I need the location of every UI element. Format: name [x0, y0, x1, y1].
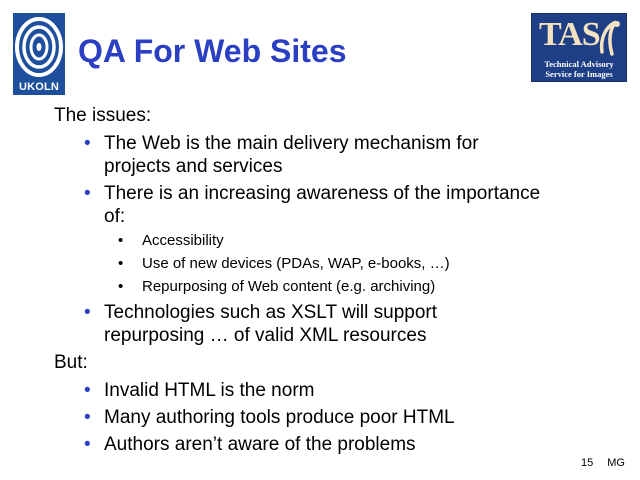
- section-heading-issues: The issues:: [54, 105, 152, 126]
- bullet-awareness: [54, 182, 614, 228]
- sub-bullet-repurposing: [54, 277, 614, 297]
- tasi-swirl-icon: [596, 18, 622, 58]
- bullet-authoring-tools: [54, 406, 614, 429]
- bullet-text-line: of:: [104, 206, 126, 227]
- bullet-web-delivery: [54, 132, 614, 178]
- tasi-logo: [531, 13, 627, 82]
- bullet-dot-icon: •: [84, 407, 91, 428]
- bullet-dot-icon: •: [84, 380, 91, 401]
- sub-bullet-dot-icon: •: [118, 232, 124, 249]
- sub-bullet-text: Accessibility: [142, 232, 224, 249]
- tasi-logo-title: TAS: [539, 16, 600, 53]
- author-initials: MG: [607, 457, 625, 469]
- bullet-dot-icon: •: [84, 434, 91, 455]
- bullet-text-line: There is an increasing awareness of the importance: [104, 183, 541, 204]
- tasi-subtitle-line1: Technical Advisory: [544, 59, 614, 69]
- sub-bullet-dot-icon: •: [118, 255, 124, 272]
- bullet-text-line: Technologies such as XSLT will support: [104, 302, 438, 323]
- tasi-subtitle-line2: Service for Images: [545, 69, 613, 79]
- bullet-xslt: [54, 301, 614, 347]
- slide-body: [54, 104, 614, 456]
- bullet-dot-icon: •: [84, 302, 91, 323]
- sub-bullet-text: Use of new devices (PDAs, WAP, e-books, …): [142, 255, 450, 272]
- sub-bullet-new-devices: [54, 254, 614, 274]
- slide-footer: [581, 457, 625, 469]
- bullet-text-line: Invalid HTML is the norm: [104, 380, 315, 401]
- section-heading-but: But:: [54, 352, 88, 373]
- sub-bullet-accessibility: [54, 231, 614, 251]
- bullet-dot-icon: •: [84, 133, 91, 154]
- bullet-text-line: projects and services: [104, 156, 283, 177]
- bullet-authors-unaware: [54, 433, 614, 456]
- page-number: 15: [581, 457, 594, 469]
- slide-title: QA For Web Sites: [78, 33, 347, 69]
- bullet-text-line: repurposing … of valid XML resources: [104, 325, 427, 346]
- bullet-text-line: Many authoring tools produce poor HTML: [104, 407, 455, 428]
- sub-bullet-text: Repurposing of Web content (e.g. archiving): [142, 278, 436, 295]
- bullet-text-line: The Web is the main delivery mechanism for: [104, 133, 479, 154]
- ukoln-logo-text: UKOLN: [18, 81, 60, 93]
- tasi-logo-subtitle: [536, 59, 622, 79]
- bullet-dot-icon: •: [84, 183, 91, 204]
- ukoln-logo: [13, 13, 65, 95]
- sub-bullet-dot-icon: •: [118, 278, 124, 295]
- ukoln-swirl-icon: [13, 13, 65, 81]
- bullet-invalid-html: [54, 379, 614, 402]
- bullet-text-line: Authors aren’t aware of the problems: [104, 434, 416, 455]
